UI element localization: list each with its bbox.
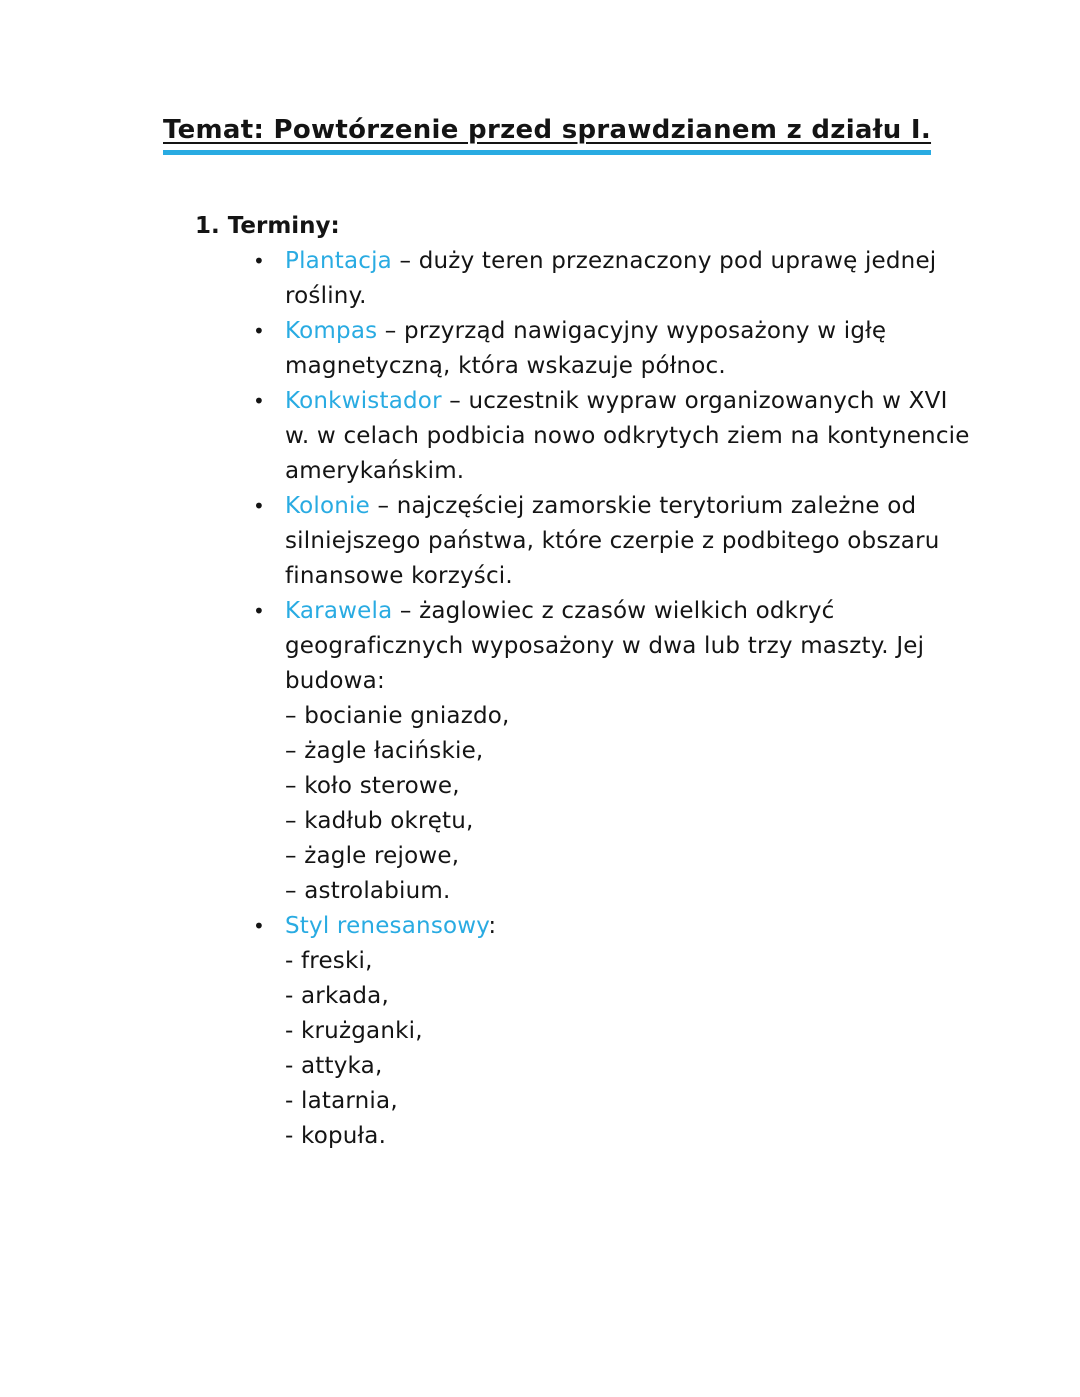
sub-item-line: – kadłub okrętu, — [285, 808, 474, 834]
list-item — [253, 384, 1020, 489]
term-label: Kolonie — [285, 493, 370, 519]
term-content — [285, 909, 1020, 1154]
bullet-icon: • — [253, 319, 265, 343]
term-joiner: – — [441, 388, 469, 414]
definition-line — [285, 909, 1020, 944]
page-title-text: Temat: Powtórzenie przed sprawdzianem z działu I. — [163, 112, 931, 155]
term-content — [285, 244, 1020, 314]
definition-line — [285, 314, 1020, 349]
bullet-icon: • — [253, 389, 265, 413]
term-label: Karawela — [285, 598, 393, 624]
sub-item-line: - attyka, — [285, 1053, 383, 1079]
definition-text: uczestnik wypraw organizowanych w XVI — [468, 388, 948, 414]
page-title — [163, 112, 1020, 155]
definition-line — [285, 244, 1020, 279]
sub-item-line: – żagle łacińskie, — [285, 738, 484, 764]
definition-text: najczęściej zamorskie terytorium zależne od — [396, 493, 917, 519]
term-content — [285, 594, 1020, 909]
definition-line: finansowe korzyści. — [285, 563, 513, 589]
list-item — [253, 314, 1020, 384]
term-joiner: – — [377, 318, 405, 344]
sub-item-line: – koło sterowe, — [285, 773, 460, 799]
definition-line: magnetyczną, która wskazuje północ. — [285, 353, 726, 379]
term-label: Konkwistador — [285, 388, 442, 414]
definition-line: geograficznych wyposażony w dwa lub trzy maszty. Jej — [285, 633, 925, 659]
term-joiner: – — [392, 598, 420, 624]
bullet-icon: • — [253, 914, 265, 938]
sub-item-line: - freski, — [285, 948, 373, 974]
definition-text: żaglowiec z czasów wielkich odkryć — [419, 598, 835, 624]
terms-list — [253, 244, 1020, 1154]
definition-line: silniejszego państwa, które czerpie z podbitego obszaru — [285, 528, 940, 554]
sub-item-line: - arkada, — [285, 983, 389, 1009]
list-item — [253, 244, 1020, 314]
section-heading: 1. Terminy: — [195, 213, 340, 239]
bullet-icon: • — [253, 494, 265, 518]
term-content — [285, 489, 1020, 594]
term-joiner: – — [391, 248, 419, 274]
term-content — [285, 384, 1020, 489]
definition-line — [285, 594, 1020, 629]
definition-text: duży teren przeznaczony pod uprawę jednej — [418, 248, 937, 274]
definition-line: amerykańskim. — [285, 458, 465, 484]
term-label: Kompas — [285, 318, 378, 344]
term-joiner: – — [370, 493, 397, 519]
bullet-icon: • — [253, 249, 265, 273]
definition-text: przyrząd nawigacyjny wyposażony w igłę — [404, 318, 887, 344]
sub-item-line: - latarnia, — [285, 1088, 398, 1114]
term-label: Plantacja — [285, 248, 392, 274]
definition-line — [285, 384, 1020, 419]
list-item — [253, 909, 1020, 1154]
sub-item-line: - kopuła. — [285, 1123, 387, 1149]
sub-item-line: - krużganki, — [285, 1018, 423, 1044]
term-label: Styl renesansowy — [285, 913, 489, 939]
term-joiner: : — [488, 913, 497, 939]
list-item — [253, 594, 1020, 909]
definition-line: w. w celach podbicia nowo odkrytych ziem na kontynencie — [285, 423, 970, 449]
sub-item-line: – bocianie gniazdo, — [285, 703, 510, 729]
definition-line — [285, 489, 1020, 524]
sub-item-line: – żagle rejowe, — [285, 843, 460, 869]
list-item — [253, 489, 1020, 594]
bullet-icon: • — [253, 599, 265, 623]
sub-item-line: – astrolabium. — [285, 878, 451, 904]
definition-line: rośliny. — [285, 283, 367, 309]
definition-line: budowa: — [285, 668, 385, 694]
term-content — [285, 314, 1020, 384]
